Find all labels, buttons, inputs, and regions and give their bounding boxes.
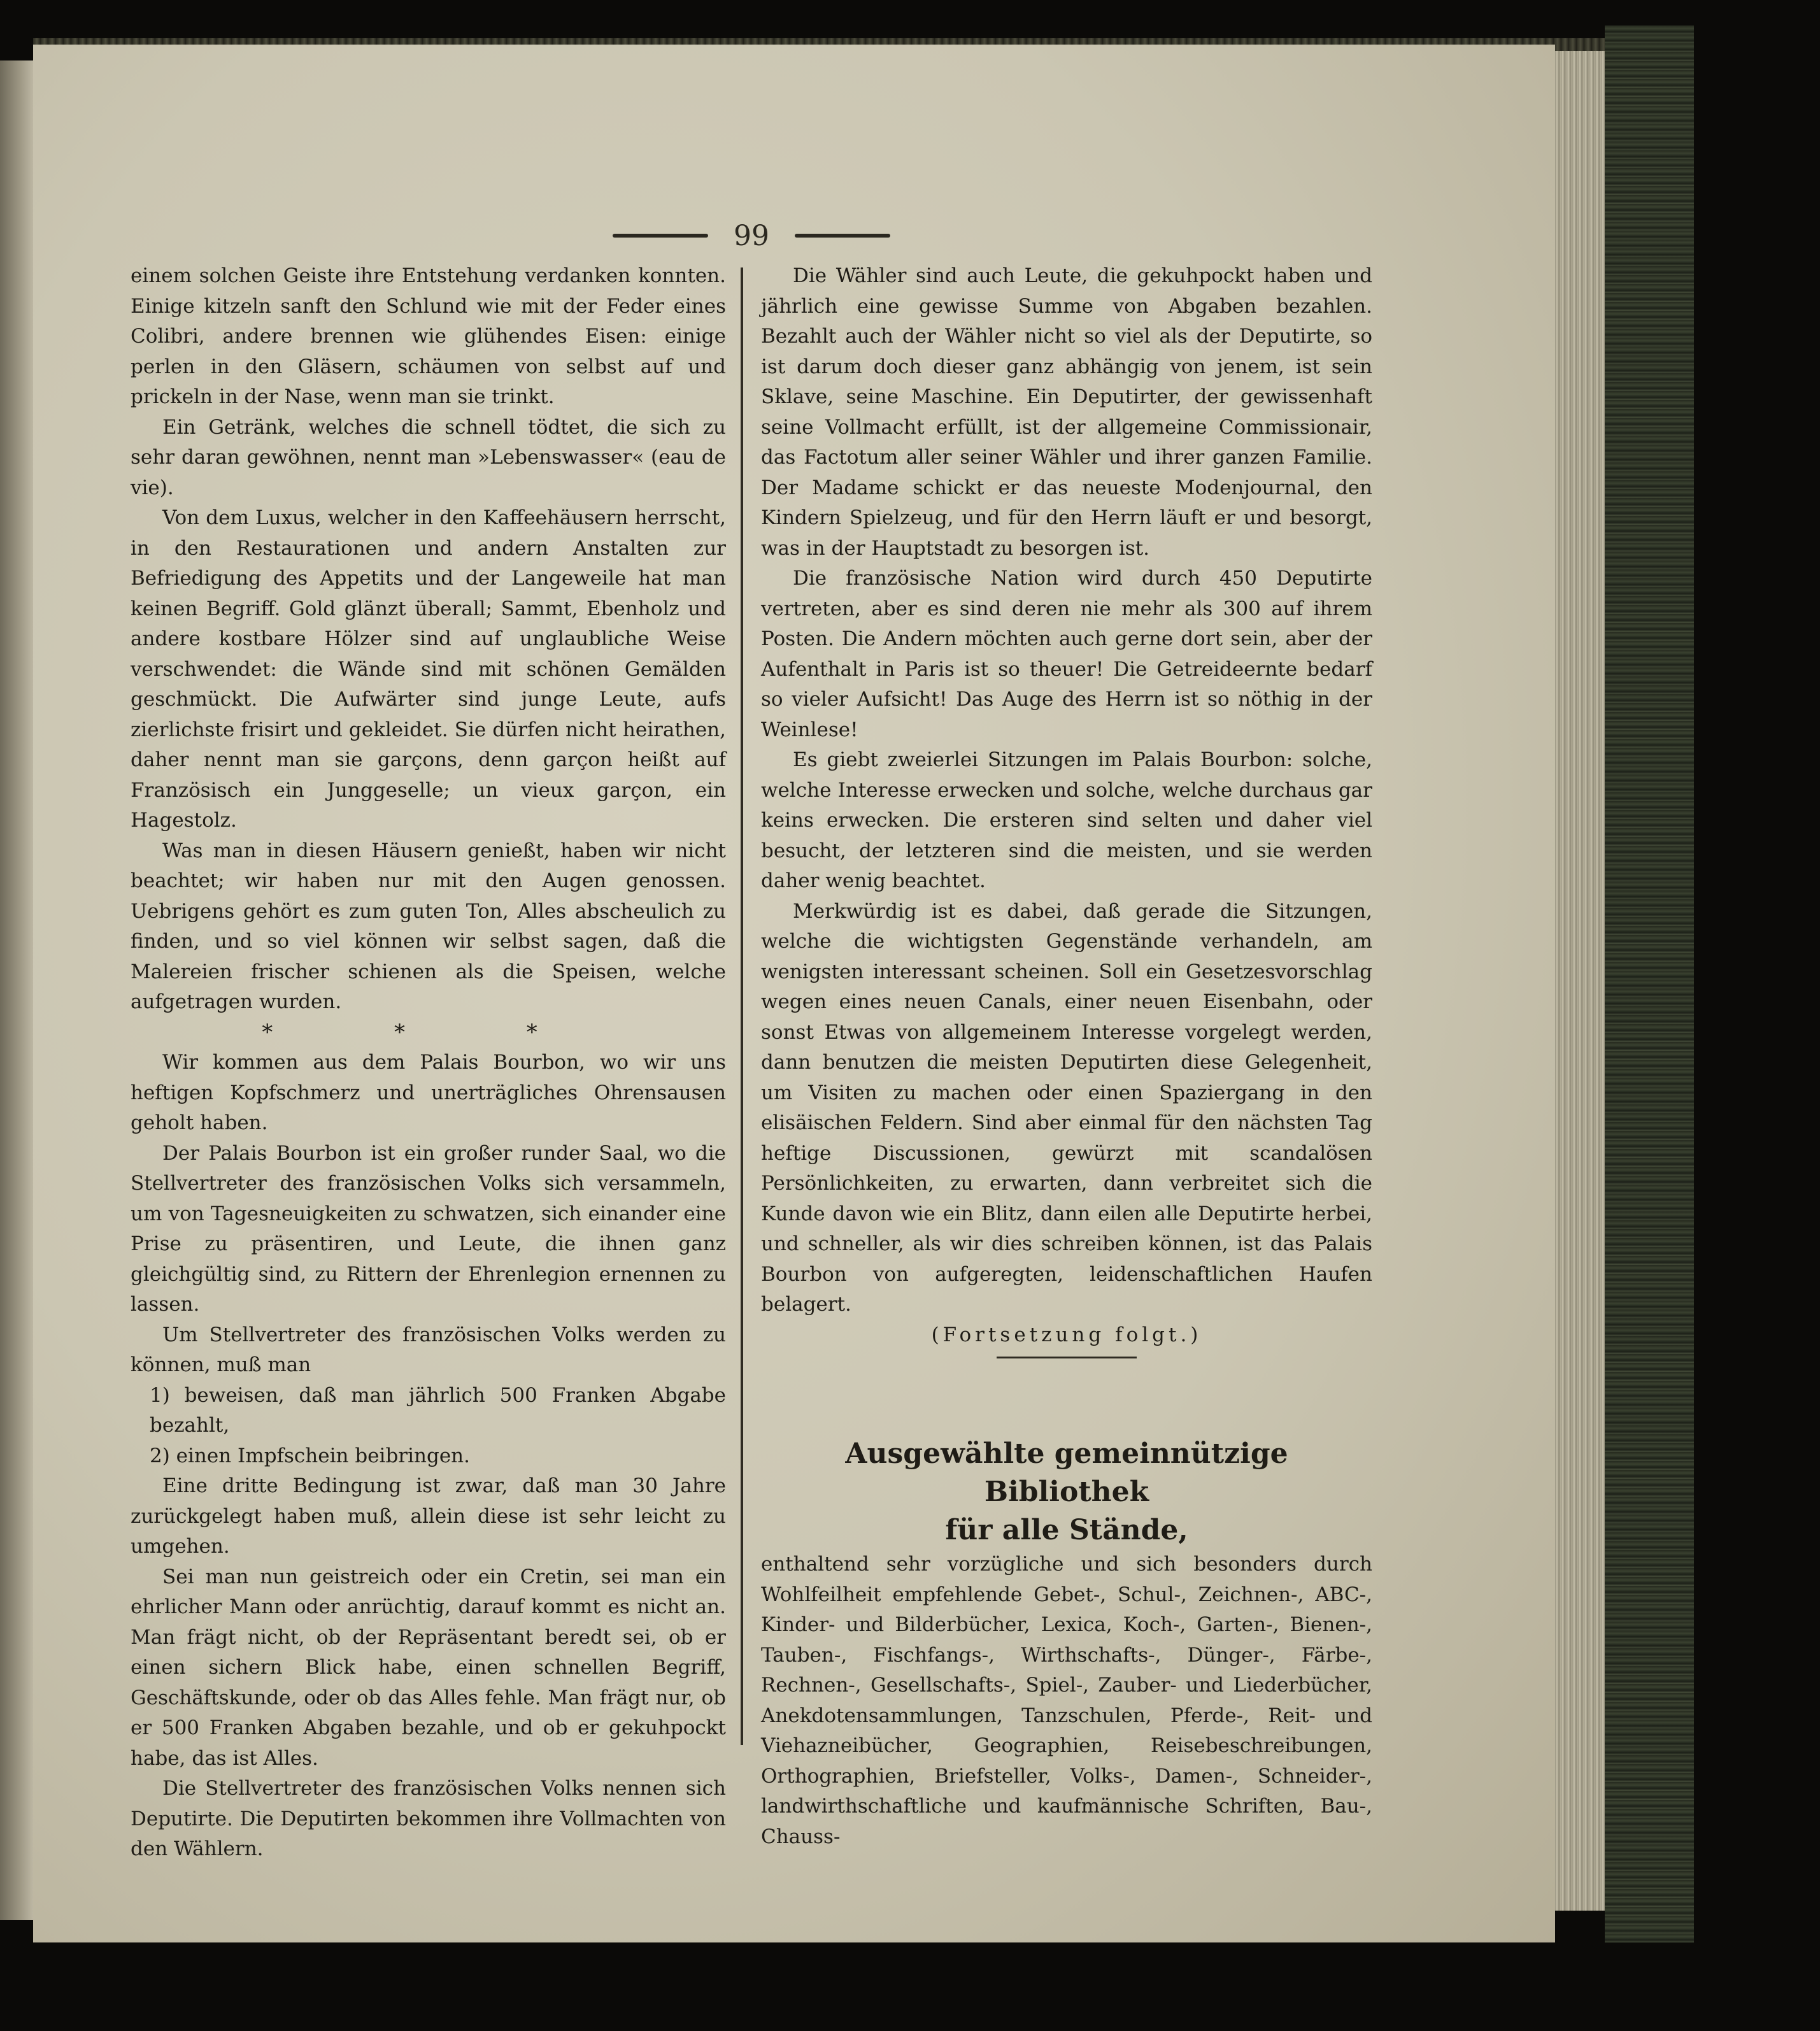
paragraph: Um Stellvertreter des französischen Volks werden zu können, muß man xyxy=(131,1323,726,1376)
paragraph: Es giebt zweierlei Sitzungen im Palais Bourbon: solche, welche Interesse erwecken und solche, welche durchaus gar keins erwecken. Die ersteren sind selten und daher viel besucht, der letzteren sind die meisten, und sie werden daher wenig beachtet. xyxy=(761,748,1372,892)
paragraph: enthaltend sehr vorzügliche und sich besonders durch Wohlfeilheit empfehlende Gebet-, Schul-, Zeichnen-, ABC-, Kinder- und Bilderbücher, Lexica, Koch-, Garten-, Bienen-, Tauben-, Fischfangs-, Wirthschafts-, Dünger-, Färbe-, Rechnen-, Gesellschafts-, Spiel-, Zauber- und Liederbücher, Anekdotensammlungen, Tanzschulen, Pferde-, Reit- und Viehazneibücher, Geographien, Reisebeschreibungen, Orthographien, Briefsteller, Volks-, Damen-, Schneider-, landwirthschaftliche und kaufmännische Schriften, Bau-, Chauss- xyxy=(761,1553,1372,1848)
paragraph: Die Wähler sind auch Leute, die gekuhpockt haben und jährlich eine gewisse Summe von Abgaben bezahlen. Bezahlt auch der Wähler nicht so viel als der Deputirte, so ist darum doch dieser ganz abhängig von jenem, ist sein Sklave, seine Maschine. Ein Deputirter, der gewissenhaft seine Vollmacht erfüllt, ist der allgemeine Commissionair, das Factotum aller seiner Wähler und ihrer ganzen Familie. Der Madame schickt er das neueste Modenjournal, den Kindern Spielzeug, und für den Herrn läuft er und besorgt, was in der Hauptstadt zu besorgen ist. xyxy=(761,264,1372,560)
paragraph: Von dem Luxus, welcher in den Kaffeehäusern herrscht, in den Restaurationen und andern Anstalten zur Befriedigung des Appetits und der Langeweile hat man keinen Begriff. Gold glänzt überall; Sammt, Ebenholz und andere kostbare Hölzer sind auf unglaubliche Weise verschwendet: die Wände sind mit schönen Gemälden geschmückt. Die Aufwärter sind junge Leute, aufs zierlichste frisirt und gekleidet. Sie dürfen nicht heirathen, daher nennt man sie garçons, denn garçon heißt auf Französisch ein Junggeselle; un vieux garçon, ein Hagestolz. xyxy=(131,506,726,832)
paragraph: Was man in diesen Häusern genießt, haben wir nicht beachtet; wir haben nur mit den Augen genossen. Uebrigens gehört es zum guten Ton, Alles abscheulich zu finden, und so viel können wir selbst sagen, daß die Malereien frischer schienen als die Speisen, welche aufgetragen wurden. xyxy=(131,839,726,1013)
paragraph: Wir kommen aus dem Palais Bourbon, wo wir uns heftigen Kopfschmerz und unerträgliches Ohrensausen geholt haben. xyxy=(131,1051,726,1134)
header-rule-right xyxy=(795,234,890,238)
list-item: 2) einen Impfschein beibringen. xyxy=(150,1444,470,1467)
continued-note: (Fortsetzung folgt.) xyxy=(931,1323,1202,1346)
section-subtitle: für alle Stände, xyxy=(945,1514,1188,1546)
facing-page-edge xyxy=(0,61,33,1920)
page-number: 99 xyxy=(734,219,769,252)
right-column xyxy=(761,261,1372,1852)
header-rule-left xyxy=(613,234,708,238)
paragraph: Merkwürdig ist es dabei, daß gerade die Sitzungen, welche die wichtigsten Gegenstände verhandeln, am wenigsten interessant scheinen. Soll ein Gesetzesvorschlag wegen eines neuen Canals, einer neuen Eisenbahn, oder sonst Etwas von allgemeinem Interesse vorgelegt werden, dann benutzen die meisten Deputirten diese Gelegenheit, um Visiten zu machen oder einen Spaziergang in den elisäischen Feldern. Sind aber einmal für den nächsten Tag heftige Discussionen, gewürzt mit scandalösen Persönlichkeiten, zu erwarten, dann verbreitet sich die Kunde davon wie ein Blitz, dann eilen alle Deputirte herbei, und schneller, als wir dies schreiben können, ist das Palais Bourbon von aufgeregten, leidenschaftlichen Haufen belagert. xyxy=(761,899,1372,1316)
page-stack-edge xyxy=(1555,51,1605,1911)
paragraph: einem solchen Geiste ihre Entstehung verdanken konnten. Einige kitzeln sanft den Schlund wie mit der Feder eines Colibri, andere brennen wie glühendes Eisen: einige perlen in den Gläsern, schäumen von selbst auf und prickeln in der Nase, wenn man sie trinkt. xyxy=(131,264,726,408)
list-item: 1) beweisen, daß man jährlich 500 Franken Abgabe bezahlt, xyxy=(150,1383,726,1437)
page-header xyxy=(592,217,911,255)
paragraph: Der Palais Bourbon ist ein großer runder Saal, wo die Stellvertreter des französischen Volks sich versammeln, um von Tagesneuigkeiten zu schwatzen, sich einander eine Prise zu präsentiren, und Leute, die ihnen ganz gleichgültig sind, zu Rittern der Ehrenlegion ernennen zu lassen. xyxy=(131,1141,726,1316)
section-title: Ausgewählte gemeinnützige Bibliothek xyxy=(845,1437,1288,1508)
paragraph: Sei man nun geistreich oder ein Cretin, sei man ein ehrlicher Mann oder anrüchtig, darauf kommt es nicht an. Man frägt nicht, ob der Repräsentant beredt sei, ob er einen sichern Blick habe, einen schnellen Begriff, Geschäftskunde, oder ob das Alles fehle. Man frägt nur, ob er 500 Franken Abgaben bezahle, und ob er gekuhpockt habe, das ist Alles. xyxy=(131,1565,726,1770)
column-divider xyxy=(741,267,743,1745)
book-cover xyxy=(1605,25,1694,1942)
separator-rule xyxy=(997,1357,1137,1358)
paragraph: Die Stellvertreter des französischen Volks nennen sich Deputirte. Die Deputirten bekommen ihre Vollmachten von den Wählern. xyxy=(131,1777,726,1860)
paragraph: Eine dritte Bedingung ist zwar, daß man 30 Jahre zurückgelegt haben muß, allein diese ist sehr leicht zu umgehen. xyxy=(131,1474,726,1558)
left-column xyxy=(131,261,726,1865)
paragraph: Die französische Nation wird durch 450 Deputirte vertreten, aber es sind deren nie mehr als 300 auf ihrem Posten. Die Andern möchten auch gerne dort sein, aber der Aufenthalt in Paris ist so theuer! Die Getreideernte bedarf so vieler Aufsicht! Das Auge des Herrn ist so nöthig in der Weinlese! xyxy=(761,567,1372,741)
section-asterisks: * * * xyxy=(262,1019,595,1045)
paragraph: Ein Getränk, welches die schnell tödtet, die sich zu sehr daran gewöhnen, nennt man »Lebenswasser« (eau de vie). xyxy=(131,415,726,499)
